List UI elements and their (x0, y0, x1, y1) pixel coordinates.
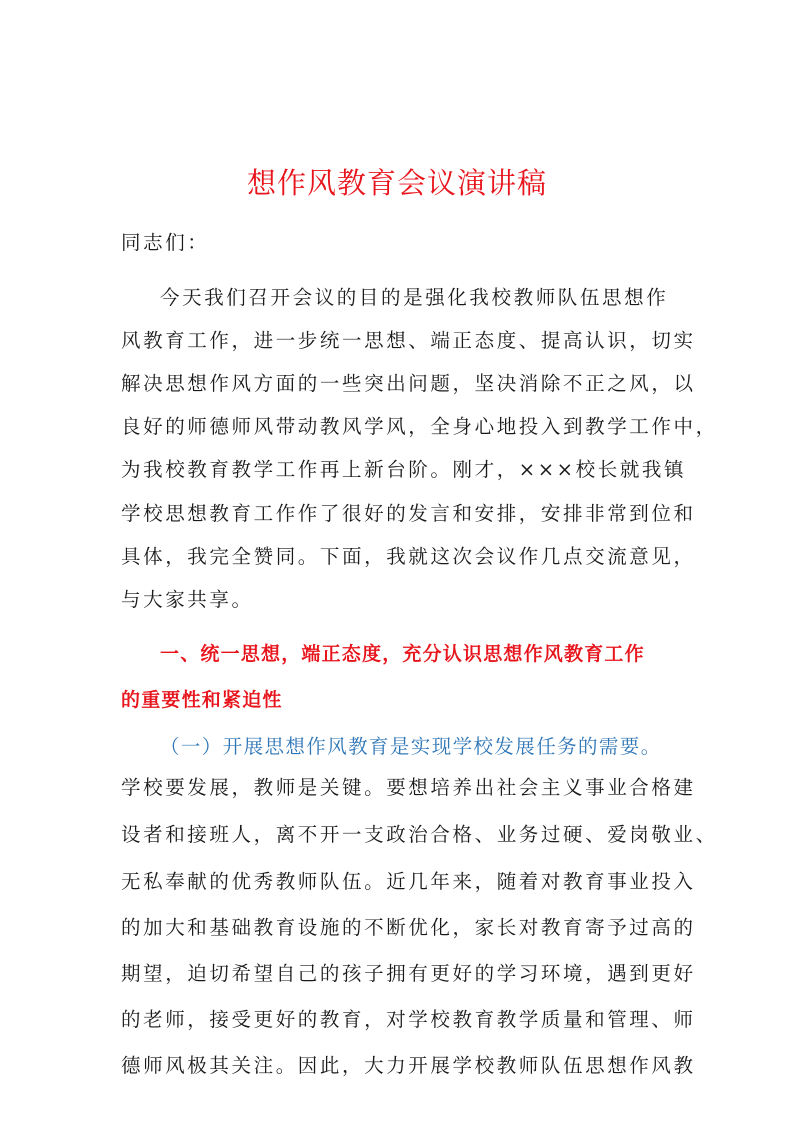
paragraph-line: 设者和接班人，离不开一支政治合格、业务过硬、爱岗敬业、 (121, 823, 718, 846)
paragraph-line: 为我校教育教学工作再上新台阶。刚才，×××校长就我镇 (121, 458, 687, 481)
paragraph-line: 具体，我完全赞同。下面，我就这次会议作几点交流意见， (121, 545, 696, 568)
section-heading: 的重要性和紧迫性 (121, 689, 283, 711)
paragraph-line: 学校思想教育工作作了很好的发言和安排，安排非常到位和 (121, 502, 696, 525)
salutation: 同志们： (121, 231, 210, 254)
document-title: 想作风教育会议演讲稿 (246, 166, 547, 200)
paragraph-line: 的加大和基础教育设施的不断优化，家长对教育寄予过高的 (121, 916, 696, 939)
paragraph-line: 解决思想作风方面的一些突出问题，坚决消除不正之风，以 (121, 372, 696, 395)
paragraph-line: 无私奉献的优秀教师队伍。近几年来，随着对教育事业投入 (121, 870, 696, 893)
section-heading: 一、统一思想，端正态度，充分认识思想作风教育工作 (160, 643, 645, 665)
paragraph-line: 期望，迫切希望自己的孩子拥有更好的学习环境，遇到更好 (121, 962, 696, 985)
paragraph-line: 风教育工作，进一步统一思想、端正态度、提高认识，切实 (121, 329, 696, 352)
paragraph-line: 的老师，接受更好的教育，对学校教育教学质量和管理、师 (121, 1008, 696, 1031)
paragraph-line: 德师风极其关注。因此，大力开展学校教师队伍思想作风教 (121, 1054, 696, 1077)
paragraph-line: 学校要发展，教师是关键。要想培养出社会主义事业合格建 (121, 776, 696, 799)
paragraph-line: 与大家共享。 (121, 588, 254, 611)
subsection-heading: （一）开展思想作风教育是实现学校发展任务的需要。 (160, 735, 662, 758)
paragraph-line: 今天我们召开会议的目的是强化我校教师队伍思想作 (160, 286, 669, 309)
paragraph-line: 良好的师德师风带动教风学风，全身心地投入到教学工作中， (121, 415, 718, 438)
